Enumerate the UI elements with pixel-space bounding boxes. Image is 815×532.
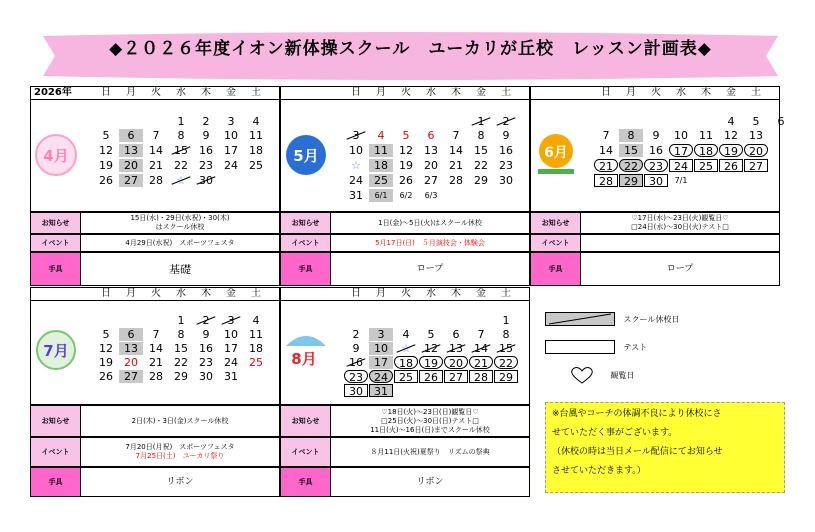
april-tool-row: 手具 基礎 (30, 252, 280, 286)
day: 6/2 (399, 191, 413, 200)
day: 1 (177, 115, 185, 128)
day: 10 (349, 144, 363, 157)
weekday-header: 日 月 火 水 木 金 土 (531, 87, 779, 100)
day: 15 (174, 342, 188, 355)
day: 8 (477, 129, 485, 142)
day: 7 (602, 129, 610, 142)
day: 8 (177, 129, 185, 142)
day-closed: ☆ (394, 342, 418, 355)
day: 14 (149, 144, 163, 157)
page-title: ◆２０２６年度イオン新体操スクール ユーカリが丘校 レッスン計画表◆ (109, 39, 712, 59)
day: 5 (427, 328, 435, 341)
year-label: 2026年 (34, 87, 72, 98)
day: 13 (749, 129, 763, 142)
day-closed: 1 (469, 115, 493, 128)
day: 17 (224, 144, 238, 157)
day-viewing: 19 (719, 144, 743, 157)
day: 7/1 (674, 176, 688, 185)
day-viewing: 23 (644, 159, 668, 172)
day: 26 (99, 174, 113, 187)
day: 10 (674, 129, 688, 142)
day: 21 (149, 159, 163, 172)
day: 27 (424, 174, 438, 187)
day-viewing: 21 (469, 356, 493, 369)
day: 24 (224, 356, 238, 369)
day: 6 (777, 115, 785, 128)
day: 15 (474, 144, 488, 157)
day: 16 (649, 144, 663, 157)
day: 6 (452, 328, 460, 341)
day: 22 (174, 356, 188, 369)
day-test: 30 (344, 384, 368, 397)
day: 11 (369, 144, 393, 157)
day-event: 25 (249, 356, 263, 369)
day: 12 (99, 144, 113, 157)
day: 6 (427, 129, 435, 142)
day: 28 (149, 370, 163, 383)
calendar-july (30, 287, 280, 405)
day: 31 (349, 189, 363, 202)
day-closed: 13 (444, 342, 468, 355)
day-closed: 15 (494, 342, 518, 355)
day-test: 29 (619, 174, 643, 187)
day: 5 (402, 129, 410, 142)
day: 17 (224, 342, 238, 355)
calendar-august (280, 287, 530, 405)
day-closed: 3 (219, 314, 243, 327)
day: 6/1 (369, 189, 393, 202)
day: 6 (119, 129, 143, 142)
day: 2 (202, 115, 210, 128)
day: 4 (252, 314, 260, 327)
day: 14 (599, 144, 613, 157)
day: 21 (449, 159, 463, 172)
day: 26 (399, 174, 413, 187)
day-closed: 12 (419, 342, 443, 355)
day-closed: 15 (169, 144, 193, 157)
day: 20 (119, 159, 143, 172)
day: 5 (102, 328, 110, 341)
day-test: 27 (744, 159, 768, 172)
day: 21 (149, 356, 163, 369)
may-event-row: イベント 5月17日(日) ５月演技会・体験会 (280, 234, 530, 252)
day: 4 (252, 115, 260, 128)
day-event: ☆ (351, 159, 361, 172)
day-viewing: 18 (394, 356, 418, 369)
day: 17 (369, 356, 393, 369)
day: 25 (249, 159, 263, 172)
svg-text:4月: 4月 (43, 147, 69, 165)
day: 12 (399, 144, 413, 157)
day-viewing: 22 (619, 159, 643, 172)
june-tool-row: 手具 ロープ (530, 252, 780, 286)
day: 14 (449, 144, 463, 157)
day: 12 (724, 129, 738, 142)
day-viewing: 24 (369, 370, 393, 383)
day: 19 (399, 159, 413, 172)
day-viewing: 22 (494, 356, 518, 369)
day-test: 26 (719, 159, 743, 172)
day: 6 (119, 328, 143, 341)
day-viewing: 18 (694, 144, 718, 157)
day: 27 (119, 370, 143, 383)
day: 25 (369, 174, 393, 187)
legend-viewing: 観覧日 (570, 366, 635, 384)
legend-closed: スクール休校日 (545, 312, 679, 326)
day: 9 (202, 328, 210, 341)
day: 10 (224, 129, 238, 142)
day: 28 (149, 174, 163, 187)
day: 1 (502, 314, 510, 327)
weather-notice: ※台風やコーチの体調不良により休校にさ せていただく事がございます。 （休校の時は当日メール配信にてお知らせ させていただきます。） (545, 402, 785, 493)
day: 13 (424, 144, 438, 157)
day: 14 (149, 342, 163, 355)
day: 11 (249, 328, 263, 341)
calendar-april (30, 86, 280, 212)
day: 1 (177, 314, 185, 327)
day: 9 (502, 129, 510, 142)
legend-test-icon (545, 340, 615, 354)
day-closed: 2 (494, 115, 518, 128)
day: 29 (474, 174, 488, 187)
day: 7 (452, 129, 460, 142)
day: 13 (119, 342, 143, 355)
april-notice-row: お知らせ 15日(水)・29日(水祝)・30(木) はスクール休校 (30, 212, 280, 234)
day-closed: 16 (344, 356, 368, 369)
day: 4 (727, 115, 735, 128)
day: 3 (369, 328, 393, 341)
day-viewing: 19 (419, 356, 443, 369)
day: 7 (152, 328, 160, 341)
day-test: 28 (594, 174, 618, 187)
may-notice-row: お知らせ 1日(金)～5日(火)はスクール休校 (280, 212, 530, 234)
day-test: 27 (444, 370, 468, 383)
day: 24 (349, 174, 363, 187)
day: 16 (499, 144, 513, 157)
day: 23 (499, 159, 513, 172)
day-viewing: 21 (594, 159, 618, 172)
july-notice-row: お知らせ 2日(木)・3日(金)スクール休校 (30, 405, 280, 437)
day: 30 (499, 174, 513, 187)
day: 13 (119, 144, 143, 157)
day: 12 (99, 342, 113, 355)
day: 8 (502, 328, 510, 341)
day: 9 (202, 129, 210, 142)
day: 31 (224, 370, 238, 383)
day: 3 (227, 115, 235, 128)
day: 16 (199, 144, 213, 157)
day-closed: 30 (194, 174, 218, 187)
heart-icon (570, 366, 594, 384)
day-test: 25 (394, 370, 418, 383)
day: 18 (369, 159, 393, 172)
day: 22 (174, 159, 188, 172)
calendar-may (280, 86, 530, 212)
august-tool-row: 手具 リボン (280, 467, 530, 497)
day: 11 (699, 129, 713, 142)
day: 16 (199, 342, 213, 355)
june-event-row: イベント (530, 234, 780, 252)
day: 11 (249, 129, 263, 142)
day: 24 (224, 159, 238, 172)
day: 23 (199, 356, 213, 369)
day: 5 (102, 129, 110, 142)
day-viewing: 23 (344, 370, 368, 383)
day-viewing: 17 (669, 144, 693, 157)
day: 27 (119, 174, 143, 187)
day: 18 (249, 342, 263, 355)
day: 7 (477, 328, 485, 341)
day: 22 (474, 159, 488, 172)
weekday-header: 日 月 火 水 木 金 土 (281, 288, 529, 301)
legend-test: テスト (545, 340, 647, 354)
weekday-header: 日 月 火 水 木 金 土 (31, 288, 279, 301)
day: 19 (99, 159, 113, 172)
legend-closed-icon (545, 312, 615, 326)
day-test: 28 (469, 370, 493, 383)
august-event-row: イベント ８月11日(火祝)夏祭り リズムの祭典 (280, 437, 530, 467)
may-tool-row: 手具 ロープ (280, 252, 530, 286)
day: 23 (199, 159, 213, 172)
day-viewing: 20 (744, 144, 768, 157)
july-event-row: イベント 7月20日(月祝) スポーツフェスタ 7月25日(土) ユーカリ祭り (30, 437, 280, 467)
day: 5 (752, 115, 760, 128)
day: 26 (99, 370, 113, 383)
day-test: 26 (419, 370, 443, 383)
day-closed: 14 (469, 342, 493, 355)
day: 9 (352, 342, 360, 355)
svg-text:6月: 6月 (544, 145, 568, 161)
day: 29 (174, 370, 188, 383)
day: 18 (249, 144, 263, 157)
day: 4 (377, 129, 385, 142)
svg-text:7月: 7月 (43, 342, 69, 360)
day-viewing: 20 (444, 356, 468, 369)
day: 2 (352, 328, 360, 341)
day: 20 (424, 159, 438, 172)
day: 10 (224, 328, 238, 341)
august-notice-row: お知らせ ♡18日(火)～23日(日)観覧日♡ □25日(火)～30日(日)テスト□ 11日(火)～16日(日)までスクール休校 (280, 405, 530, 437)
calendar-june (530, 86, 785, 212)
day-test: 30 (644, 174, 668, 187)
day: 10 (369, 342, 393, 355)
day: 30 (199, 370, 213, 383)
day-test: 25 (694, 159, 718, 172)
day: 15 (619, 144, 643, 157)
day: 9 (652, 129, 660, 142)
day-test: 29 (494, 370, 518, 383)
day: 4 (402, 328, 410, 341)
day-test: 31 (369, 384, 393, 397)
weekday-header: 日 月 火 水 木 金 土 (281, 87, 529, 100)
weekday-header: 2026年 日 月 火 水 木 金 土 (31, 87, 279, 100)
day-closed: 3 (344, 129, 368, 142)
svg-text:8月: 8月 (291, 350, 317, 368)
day: 8 (177, 328, 185, 341)
svg-text:5月: 5月 (293, 147, 319, 165)
day: 28 (449, 174, 463, 187)
day-closed: 2 (194, 314, 218, 327)
day: 20 (124, 356, 138, 369)
july-tool-row: 手具 リボン (30, 467, 280, 497)
day-test: 24 (669, 159, 693, 172)
day: 19 (99, 356, 113, 369)
day: 6/3 (424, 191, 438, 200)
june-notice-row: お知らせ ♡17日(水)～23日(火)観覧日♡ □24日(水)～30日(火)テスト□ (530, 212, 780, 234)
day-closed: ☆ (169, 174, 193, 187)
day: 7 (152, 129, 160, 142)
day: 8 (619, 129, 643, 142)
april-event-row: イベント 4月29日(水祝) スポーツフェスタ (30, 234, 280, 252)
